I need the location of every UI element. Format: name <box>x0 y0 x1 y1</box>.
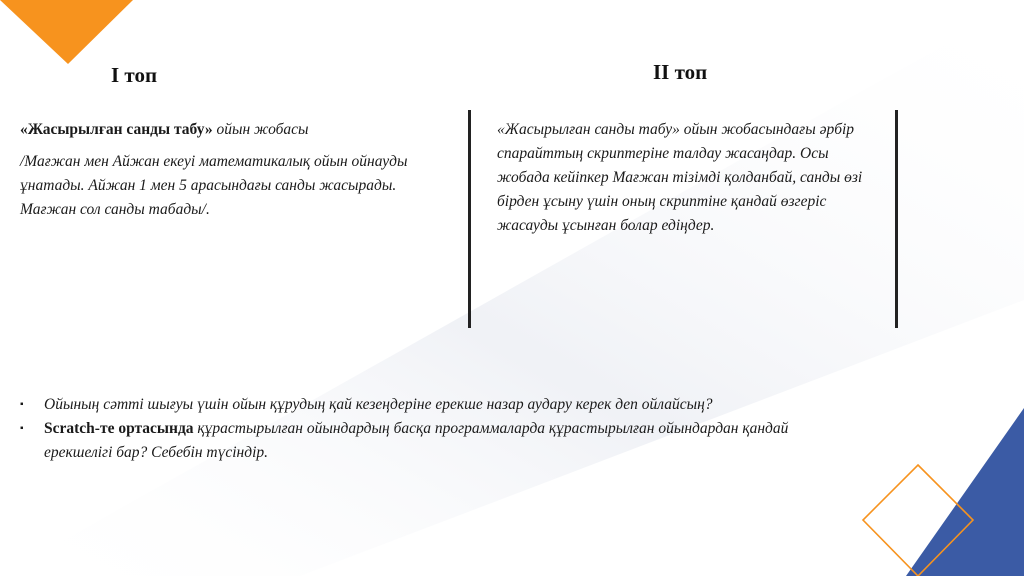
question-2 <box>44 417 810 465</box>
group1-lead <box>20 118 450 142</box>
question-2-bold: Scratch-те ортасында <box>44 420 194 437</box>
group2-title: ІІ топ <box>653 60 708 84</box>
list-item <box>20 417 810 465</box>
group2-body: «Жасырылған санды табу» ойын жобасындағы әрбір спарайттың скриптеріне талдау жасаңдар. Осы жобада кейіпкер Мағжан тізімді қолданбай, санды өзі бірден ұсыну үшін оның скриптіне қандай өзгеріс жасауды ұсынған болар едіңдер. <box>497 121 863 234</box>
group1-lead-bold: «Жасырылған санды табу» <box>20 121 213 138</box>
question-2-rest: құрастырылған ойындардың басқа программаларда құрастырылған ойындардан қандай ерекшелігі бар? Себебін түсіндір. <box>44 420 789 461</box>
divider-left <box>468 110 471 328</box>
bullet-marker: ▪ <box>20 423 24 434</box>
bullet-marker: ▪ <box>20 399 24 410</box>
group1-task <box>20 118 450 222</box>
group2-task <box>497 118 877 238</box>
blue-triangle-decoration <box>906 408 1024 576</box>
divider-right <box>895 110 898 328</box>
question-1: Ойының сәтті шығуы үшін ойын құрудың қай кезеңдеріне ерекше назар аудару керек деп ойлайсың? <box>44 396 713 413</box>
group1-lead-rest: ойын жобасы <box>212 121 309 138</box>
list-item <box>20 393 810 417</box>
group1-title: І топ <box>111 63 158 87</box>
group1-body: /Мағжан мен Айжан екеуі математикалық ойын ойнауды ұнатады. Айжан 1 мен 5 арасындағы санды жасырады. Мағжан сол санды табады/. <box>20 153 408 218</box>
question-list <box>20 393 810 465</box>
orange-triangle-decoration <box>0 0 133 64</box>
